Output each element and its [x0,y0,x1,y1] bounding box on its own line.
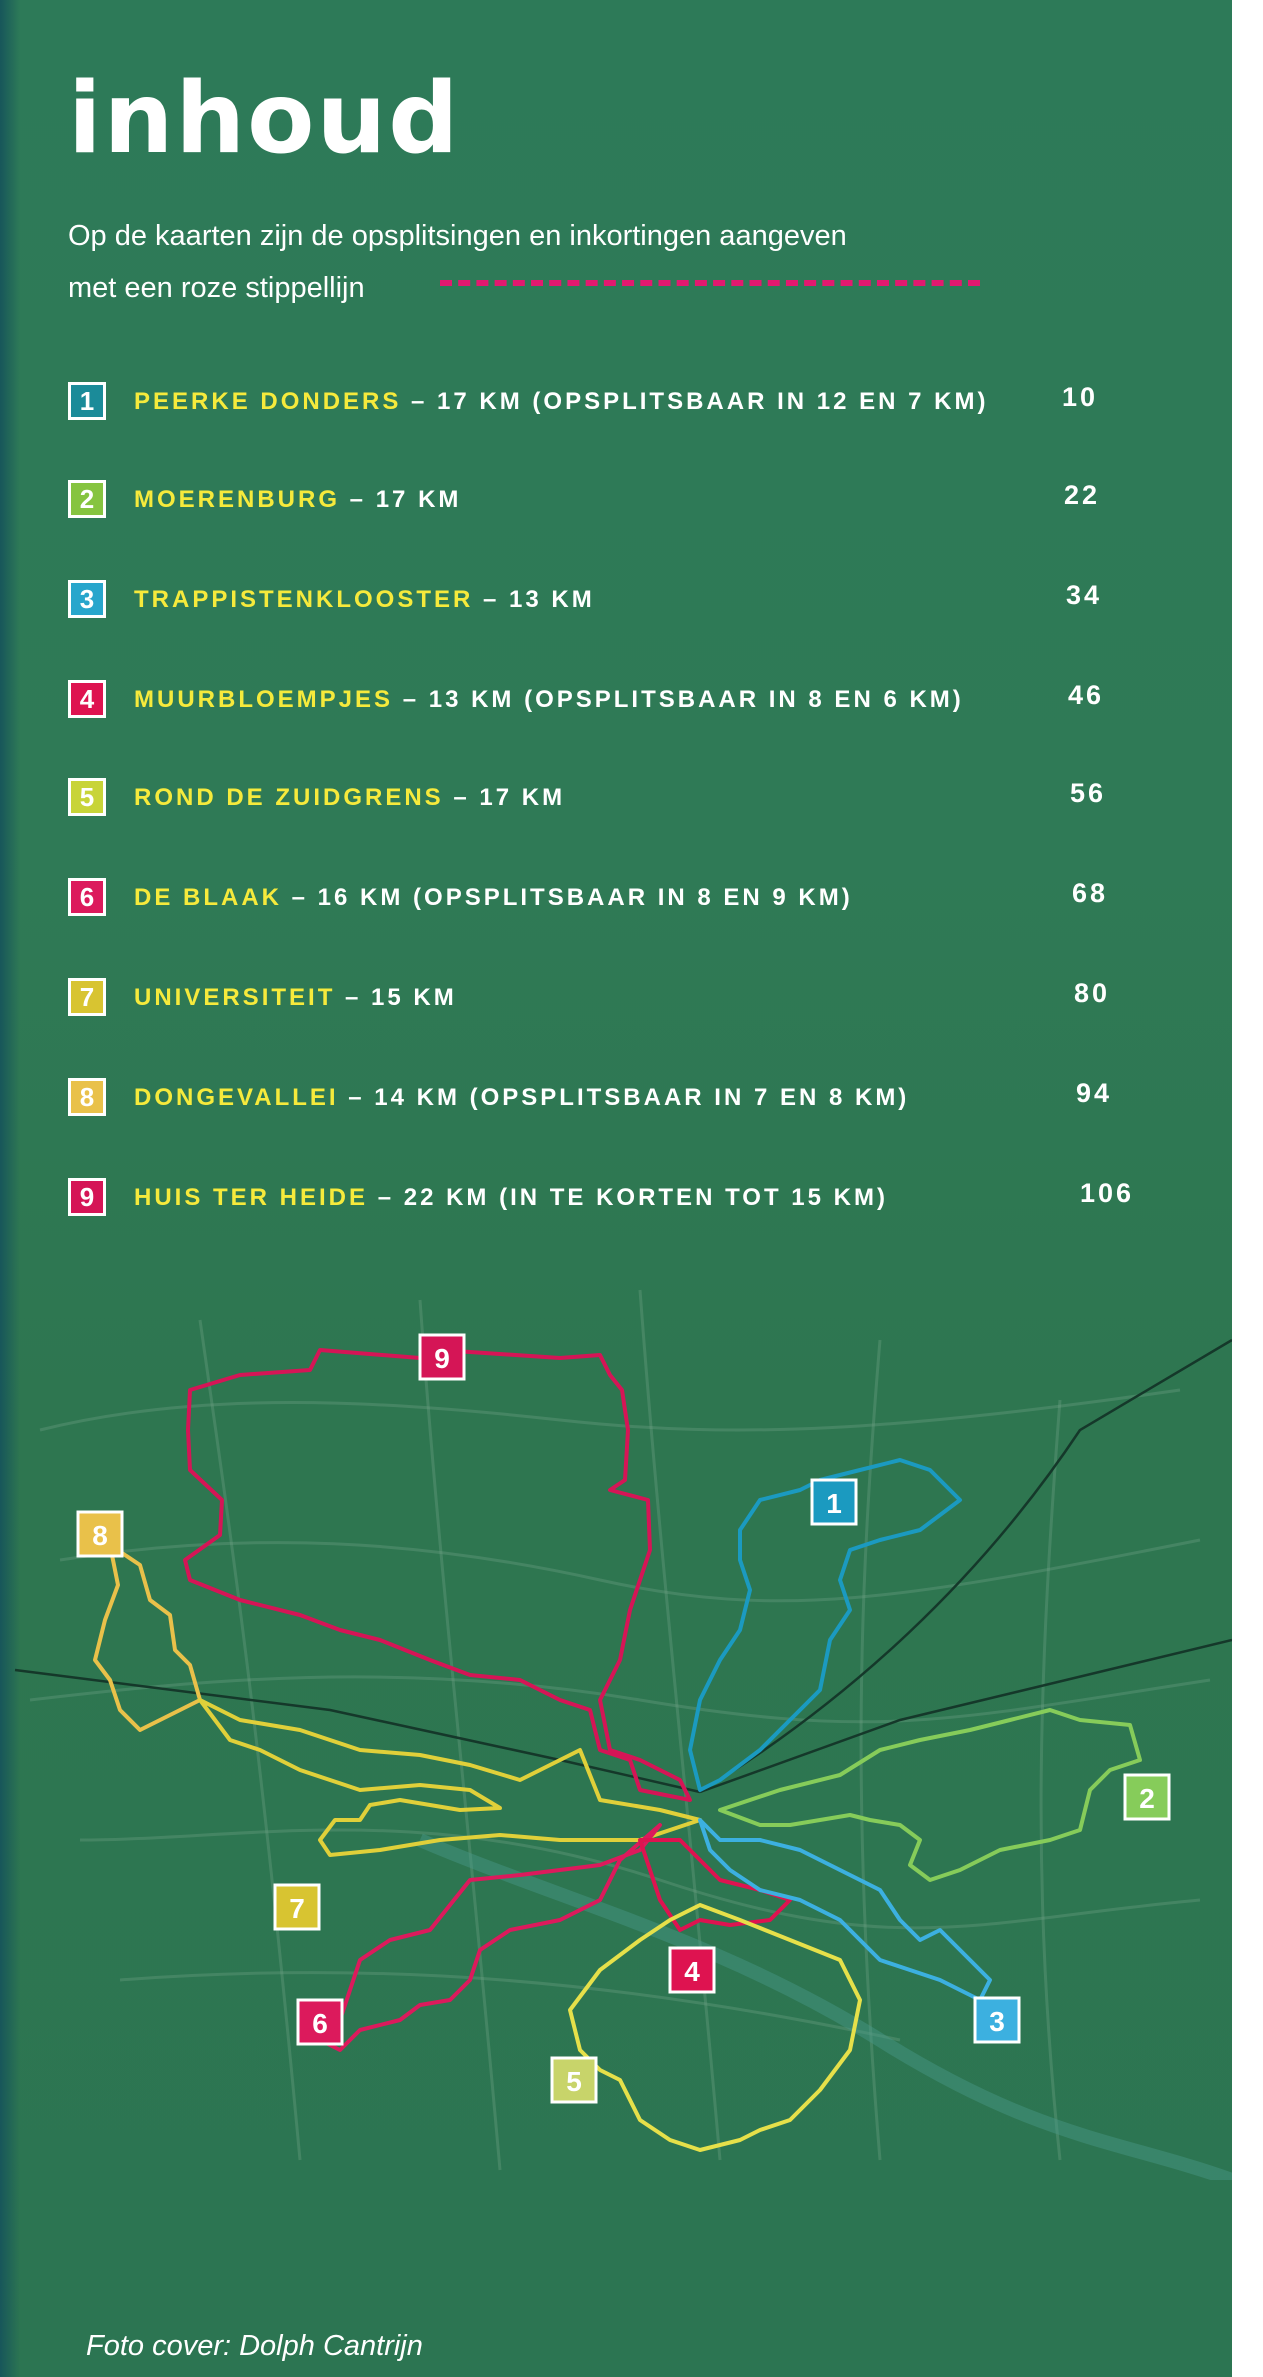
map-streets [30,1290,1210,2170]
map-label-3[interactable] [975,1998,1019,2042]
route-details: – 17 KM [340,486,462,513]
svg-text:3: 3 [989,2006,1005,2037]
page-number: 34 [1066,580,1103,610]
route-number-badge: 4 [68,680,106,718]
route-details: – 16 KM (OPSPLITSBAAR IN 8 EN 9 KM) [282,884,853,911]
toc-item-9[interactable] [68,1178,1188,1228]
route-number-badge: 1 [68,382,106,420]
toc-item-2[interactable] [68,480,1188,530]
toc-item-6[interactable] [68,878,1188,928]
toc-entry-text [134,784,565,812]
svg-text:9: 9 [434,1343,450,1374]
intro-text-line-1: Op de kaarten zijn de opsplitsingen en inkortingen aangeven [68,220,847,252]
page-number: 56 [1070,778,1107,808]
route-name: MOERENBURG [134,486,341,513]
toc-item-8[interactable] [68,1078,1188,1128]
svg-text:8: 8 [92,1520,108,1551]
toc-item-1[interactable] [68,382,1188,432]
toc-entry-text [134,1184,888,1212]
toc-item-3[interactable] [68,580,1188,630]
route-number-badge: 8 [68,1078,106,1116]
route-details: – 13 KM (OPSPLITSBAAR IN 8 EN 6 KM) [393,686,964,713]
toc-item-7[interactable] [68,978,1188,1028]
toc-entry-text [134,388,988,416]
route-number-badge: 7 [68,978,106,1016]
toc-entry-text [134,884,853,912]
map-label-7[interactable] [275,1885,319,1929]
pink-dashed-legend-line [440,280,980,286]
svg-text:5: 5 [566,2066,582,2097]
river [420,1840,1232,2180]
toc-item-4[interactable] [68,680,1188,730]
route-name: HUIS TER HEIDE [134,1184,369,1211]
svg-text:6: 6 [312,2008,328,2039]
route-number-badge: 5 [68,778,106,816]
route-name: MUURBLOEMPJES [134,686,394,713]
map-label-2[interactable] [1125,1775,1169,1819]
svg-text:4: 4 [684,1956,700,1987]
page-number: 10 [1062,382,1099,412]
page-number: 94 [1076,1078,1113,1108]
route-number-badge: 6 [68,878,106,916]
map-label-8[interactable] [78,1512,122,1556]
route-overview-map [0,1280,1232,2180]
page-title: inhoud [68,62,461,176]
photo-credit: Foto cover: Dolph Cantrijn [86,2330,423,2362]
route-name: ROND DE ZUIDGRENS [134,784,444,811]
map-label-6[interactable] [298,2000,342,2044]
toc-item-5[interactable] [68,778,1188,828]
route-details: – 14 KM (OPSPLITSBAAR IN 7 EN 8 KM) [338,1084,910,1111]
route-details: – 17 KM [443,784,566,811]
toc-entry-text [134,686,964,714]
route-number-badge: 9 [68,1178,106,1216]
route-name: UNIVERSITEIT [134,984,336,1011]
map-label-5[interactable] [552,2058,596,2102]
route-name: PEERKE DONDERS [134,388,402,415]
map-label-9[interactable] [420,1335,464,1379]
page-number: 106 [1080,1178,1135,1208]
route-number-badge: 2 [68,480,106,518]
route-name: TRAPPISTENKLOOSTER [134,586,474,613]
map-label-4[interactable] [670,1948,714,1992]
svg-text:7: 7 [289,1893,305,1924]
toc-entry-text [134,984,457,1012]
map-label-1[interactable] [812,1480,856,1524]
route-number-badge: 3 [68,580,106,618]
svg-text:1: 1 [826,1488,842,1519]
page-number: 80 [1074,978,1111,1008]
page-number: 22 [1064,480,1101,510]
route-8-line [95,1545,200,1730]
page-number: 68 [1072,878,1109,908]
svg-text:2: 2 [1139,1783,1155,1814]
route-name: DONGEVALLEI [134,1084,339,1111]
intro-text-line-2: met een roze stippellijn [68,272,365,304]
route-details: – 17 KM (OPSPLITSBAAR IN 12 EN 7 KM) [401,388,989,415]
route-name: DE BLAAK [134,884,282,911]
toc-entry-text [134,586,595,614]
toc-entry-text [134,1084,909,1112]
route-details: – 22 KM (IN TE KORTEN TOT 15 KM) [368,1184,888,1211]
route-details: – 15 KM [335,984,457,1011]
toc-entry-text [134,486,461,514]
page-number: 46 [1068,680,1105,710]
route-details: – 13 KM [473,586,595,613]
